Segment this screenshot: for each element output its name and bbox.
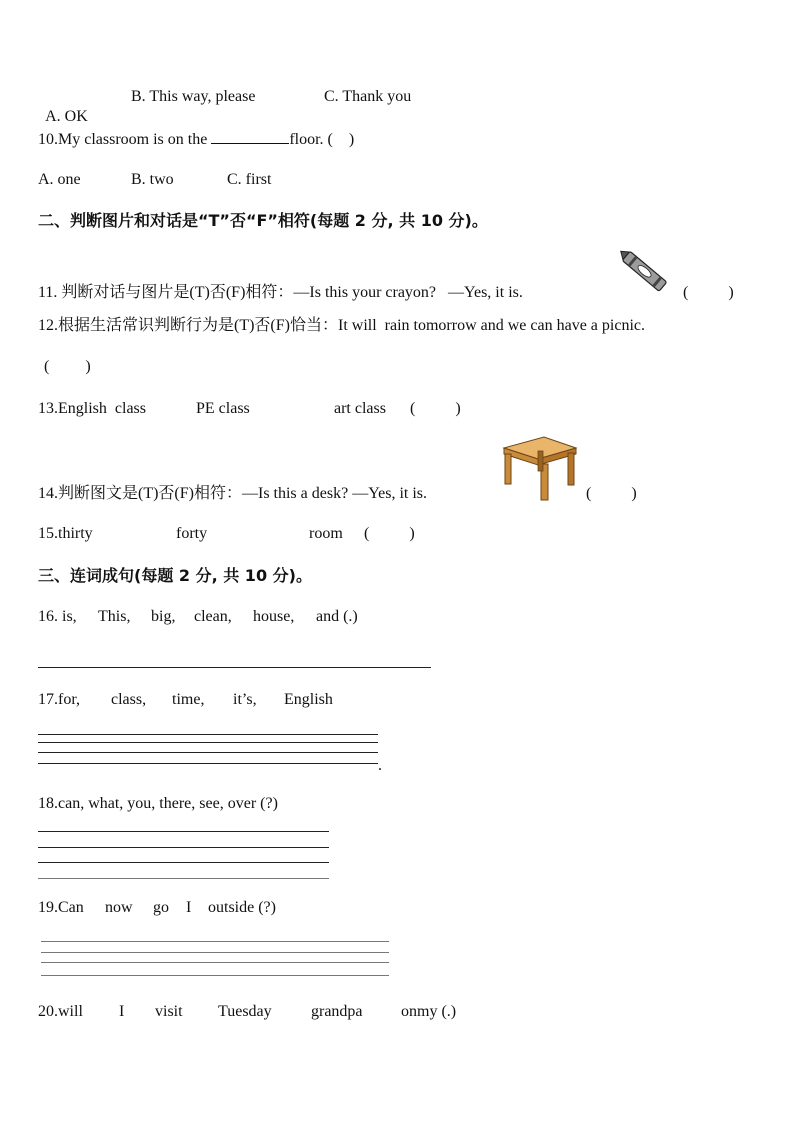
q17-word-5: English (284, 691, 333, 708)
q13-item-1: 13.English class (38, 400, 146, 417)
q16-word-5: house, (253, 608, 295, 625)
q15-item-1: 15.thirty (38, 525, 93, 542)
q16-word-4: clean, (194, 608, 232, 625)
q13-item-2: PE class (196, 400, 250, 417)
answer-line[interactable] (38, 752, 378, 753)
q10-stem-b: floor. ( ) (289, 131, 355, 148)
q19-word-4: I (186, 899, 192, 916)
q12-answer-paren[interactable]: ( ) (44, 358, 91, 375)
q19-word-3: go (153, 899, 169, 916)
q20-word-5: grandpa (311, 1003, 363, 1020)
answer-blank[interactable] (211, 129, 289, 144)
q10-stem-a: 10.My classroom is on the (38, 131, 212, 148)
answer-line[interactable] (41, 962, 389, 963)
q11-answer-paren[interactable]: ( ) (683, 284, 734, 301)
answer-line[interactable] (38, 763, 378, 764)
q20-word-1: 20.will (38, 1003, 83, 1020)
q15-answer-paren[interactable]: ( ) (364, 525, 415, 542)
answer-line[interactable] (38, 862, 329, 863)
q9-option-c: C. Thank you (324, 88, 412, 105)
q9-option-b: B. This way, please (131, 88, 256, 105)
q12-text: 12.根据生活常识判断行为是(T)否(F)恰当：It will rain tomorrow and we can have a picnic. (38, 317, 645, 334)
answer-line[interactable] (38, 831, 329, 832)
q17-word-3: time, (172, 691, 205, 708)
q17-word-4: it’s, (233, 691, 257, 708)
q16-word-1: 16. is, (38, 608, 77, 625)
answer-line[interactable] (38, 847, 329, 848)
q17-word-1: 17.for, (38, 691, 81, 708)
q10-question (38, 129, 354, 150)
q19-word-1: 19.Can (38, 899, 84, 916)
q13-answer-paren[interactable]: ( ) (410, 400, 461, 417)
q18-words: 18.can, what, you, there, see, over (?) (38, 795, 278, 812)
q16-word-6: and (.) (316, 608, 358, 625)
q17-word-2: class, (111, 691, 147, 708)
section-2-heading: 二、判断图片和对话是“T”否“F”相符(每题 2 分, 共 10 分)。 (38, 211, 488, 230)
q20-word-3: visit (155, 1003, 183, 1020)
q9-options (38, 87, 88, 127)
section-3-heading: 三、连词成句(每题 2 分, 共 10 分)。 (38, 566, 312, 585)
q19-word-5: outside (?) (208, 899, 276, 916)
q13-item-3: art class (334, 400, 386, 417)
answer-line[interactable] (38, 878, 329, 879)
q19-word-2: now (105, 899, 133, 916)
q9-option-a: A. OK (45, 108, 88, 125)
answer-line[interactable] (38, 734, 378, 735)
crayon-icon (612, 241, 674, 299)
q17-period: . (378, 757, 382, 774)
q11-text: 11. 判断对话与图片是(T)否(F)相符：—Is this your crayon? —Yes, it is. (38, 284, 523, 301)
q16-word-3: big, (151, 608, 176, 625)
answer-line[interactable] (41, 975, 389, 976)
answer-line[interactable] (38, 742, 378, 743)
answer-line[interactable] (41, 941, 389, 942)
q20-word-6: onmy (.) (401, 1003, 457, 1020)
q14-answer-paren[interactable]: ( ) (586, 485, 637, 502)
table-icon (498, 434, 580, 502)
q15-item-3: room (309, 525, 343, 542)
q16-word-2: This, (98, 608, 131, 625)
q15-item-2: forty (176, 525, 208, 542)
q20-word-4: Tuesday (218, 1003, 272, 1020)
q10-option-a: A. one (38, 171, 81, 188)
answer-line[interactable] (38, 667, 431, 668)
q10-option-c: C. first (227, 171, 272, 188)
q14-text: 14.判断图文是(T)否(F)相符：—Is this a desk? —Yes, it is. (38, 485, 428, 502)
q10-option-b: B. two (131, 171, 174, 188)
q20-word-2: I (119, 1003, 125, 1020)
answer-line[interactable] (41, 952, 389, 953)
